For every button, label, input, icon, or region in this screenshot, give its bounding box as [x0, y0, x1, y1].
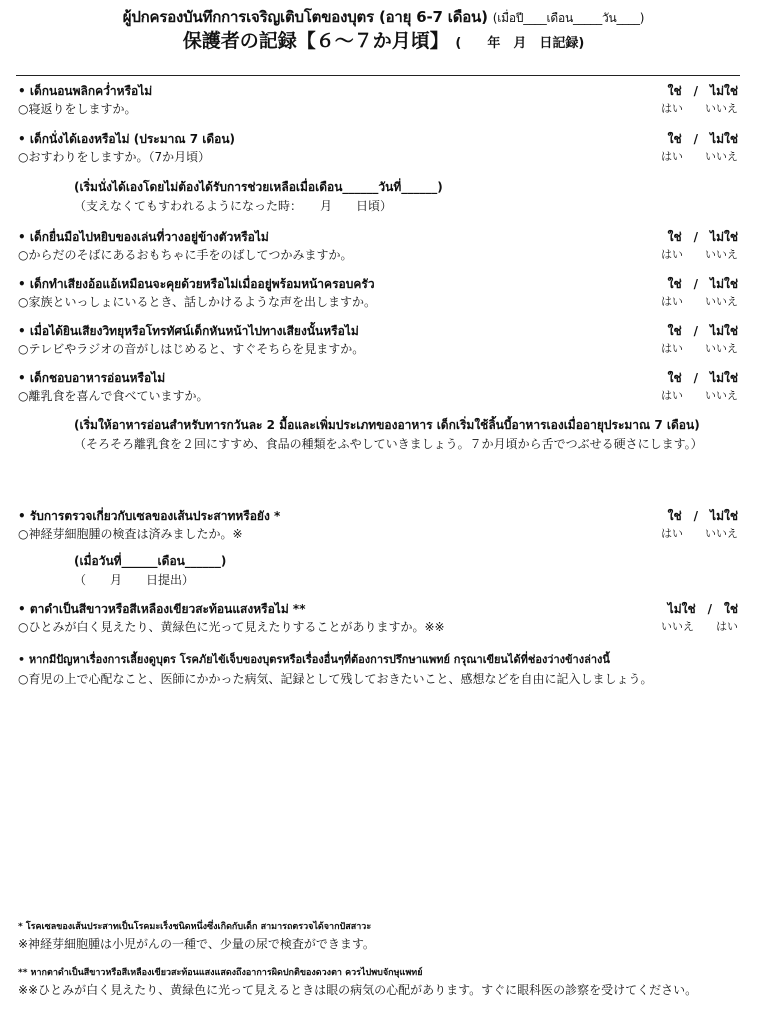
answer-options[interactable] [628, 600, 738, 636]
answer-japanese[interactable]: はい いいえ [661, 389, 738, 402]
header-divider [16, 75, 740, 76]
question-sitting [18, 130, 742, 166]
question-thai: • เด็กยื่นมือไปหยิบของเล่นที่วางอยู่ข้างตัวหรือไม่ [18, 230, 269, 244]
title-japanese-date: ( 年 月 日記録) [455, 36, 585, 51]
question-rollover [18, 82, 742, 118]
question-japanese: ○離乳食を喜んで食べていますか。 [18, 389, 209, 403]
answer-options[interactable] [628, 228, 738, 264]
answer-thai[interactable]: ใช่ / ไม่ใช่ [667, 277, 738, 291]
question-japanese: ○からだのそばにあるおもちゃに手をのばしてつかみますか。 [18, 248, 353, 262]
answer-thai[interactable]: ใช่ / ไม่ใช่ [667, 371, 738, 385]
question-japanese: ○おすわりをしますか。（7か月頃） [18, 150, 211, 164]
question-thai: • เด็กชอบอาหารอ่อนหรือไม่ [18, 371, 166, 385]
answer-thai[interactable]: ใช่ / ไม่ใช่ [667, 509, 738, 523]
question-baby-food [18, 369, 742, 405]
answer-options[interactable] [628, 130, 738, 166]
footnote-neuroblastoma [18, 920, 742, 954]
note-exam-date [74, 552, 734, 590]
question-thai: • เมื่อได้ยินเสียงวิทยุหรือโทรทัศน์เด็กหันหน้าไปทางเสียงนั้นหรือไม่ [18, 324, 359, 338]
answer-options[interactable] [628, 369, 738, 405]
answer-options[interactable] [628, 322, 738, 358]
footnote-pupil [18, 966, 742, 1000]
answer-thai[interactable]: ใช่ / ไม่ใช่ [667, 324, 738, 338]
free-comment-thai: • หากมีปัญหาเรื่องการเลี้ยงดูบุตร โรคภัยไข้เจ็บของบุตรหรือเรื่องอื่นๆที่ต้องการปรึกษาแพทย์ กรุณาเขียนได้ที่ช่องว่างข้างล่างนี้ [18, 653, 610, 666]
free-comment-section [18, 651, 742, 689]
question-japanese: ○テレビやラジオの音がしはじめると、すぐそちらを見ますか。 [18, 342, 365, 356]
answer-japanese[interactable]: はい いいえ [661, 295, 738, 308]
question-japanese: ○寝返りをしますか。 [18, 102, 137, 116]
note-japanese: （そろそろ離乳食を２回にすすめ、食品の種類をふやしていきましょう。７か月頃から舌でつぶせる硬さにします。） [74, 437, 703, 451]
page-header [0, 6, 767, 58]
question-thai: • เด็กทำเสียงอ้อแอ้เหมือนจะคุยด้วยหรือไม่เมื่ออยู่พร้อมหน้าครอบครัว [18, 277, 375, 291]
note-baby-food [74, 416, 734, 454]
question-pupil-color [18, 600, 742, 636]
free-comment-japanese: ○育児の上で心配なこと、医師にかかった病気、記録として残しておきたいこと、感想などを自由に記入しましょう。 [18, 672, 653, 686]
free-comment-area[interactable] [18, 712, 742, 912]
question-thai: • ตาดำเป็นสีขาวหรือสีเหลืองเขียวสะท้อนแสงหรือไม่ ** [18, 602, 306, 616]
answer-japanese[interactable]: いいえ はい [661, 620, 738, 633]
question-thai: • เด็กนั่งได้เองหรือไม่ (ประมาณ 7 เดือน) [18, 132, 236, 146]
answer-thai[interactable]: ใช่ / ไม่ใช่ [667, 84, 738, 98]
title-japanese-text: 保護者の記録【６～７か月頃】 [182, 30, 449, 52]
question-thai: • รับการตรวจเกี่ยวกับเซลของเส้นประสาทหรือยัง * [18, 509, 281, 523]
answer-options[interactable] [628, 275, 738, 311]
footnote-thai: ** หากตาดำเป็นสีขาวหรือสีเหลืองเขียวสะท้อนแสงแสดงถึงอาการผิดปกติของดวงตา ควรไปพบจักษุแพทย์ [18, 968, 423, 978]
question-reach-toy [18, 228, 742, 264]
answer-japanese[interactable]: はい いいえ [661, 248, 738, 261]
footnote-japanese: ※※ひとみが白く見えたり、黄緑色に光って見えるときは眼の病気の心配があります。すぐに眼科医の診察を受けてください。 [18, 983, 698, 997]
note-thai: (เริ่มนั่งได้เองโดยไม่ต้องได้รับการช่วยเหลือเมื่อเดือน______วันที่______) [74, 180, 443, 194]
answer-japanese[interactable]: はい いいえ [661, 150, 738, 163]
note-sitting-date [74, 178, 734, 216]
answer-thai[interactable]: ใช่ / ไม่ใช่ [667, 132, 738, 146]
question-japanese: ○ひとみが白く見えたり、黄緑色に光って見えたりすることがありますか。※※ [18, 620, 445, 634]
question-japanese: ○家族といっしょにいるとき、話しかけるような声を出しますか。 [18, 295, 376, 309]
question-babbling [18, 275, 742, 311]
note-japanese: （支えなくてもすわれるようになった時： 月 日頃） [74, 199, 393, 213]
answer-thai[interactable]: ใช่ / ไม่ใช่ [667, 230, 738, 244]
title-japanese [0, 27, 767, 58]
answer-options[interactable] [628, 82, 738, 118]
footnote-thai: * โรคเซลของเส้นประสาทเป็นโรคมะเร็งชนิดหนึ่งซึ่งเกิดกับเด็ก สามารถตรวจได้จากปัสสาวะ [18, 922, 372, 932]
answer-thai[interactable]: ไม่ใช่ / ใช่ [667, 602, 738, 616]
note-japanese: （ 月 日提出） [74, 573, 195, 587]
question-neuroblastoma [18, 507, 742, 543]
answer-japanese[interactable]: はい いいえ [661, 342, 738, 355]
title-thai [0, 6, 767, 29]
answer-japanese[interactable]: はい いいえ [661, 102, 738, 115]
question-sound-turn [18, 322, 742, 358]
note-thai: (เมื่อวันที่______เดือน______) [74, 554, 227, 568]
answer-options[interactable] [628, 507, 738, 543]
title-thai-text: ผู้ปกครองบันทึกการเจริญเติบโตของบุตร (อายุ 6-7 เดือน) [122, 8, 488, 26]
footnote-japanese: ※神経芽細胞腫は小児がんの一種で、少量の尿で検査ができます。 [18, 937, 375, 951]
question-thai: • เด็กนอนพลิกคว่ำหรือไม่ [18, 84, 153, 98]
title-thai-date: (เมื่อปี____เดือน_____วัน____) [492, 11, 645, 25]
answer-japanese[interactable]: はい いいえ [661, 527, 738, 540]
question-japanese: ○神経芽細胞腫の検査は済みましたか。※ [18, 527, 243, 541]
note-thai: (เริ่มให้อาหารอ่อนสำหรับทารกวันละ 2 มื้อและเพิ่มประเภทของอาหาร เด็กเริ่มใช้ลิ้นบี้อาหารเองเมื่ออายุประมาณ 7 เดือน) [74, 418, 700, 432]
